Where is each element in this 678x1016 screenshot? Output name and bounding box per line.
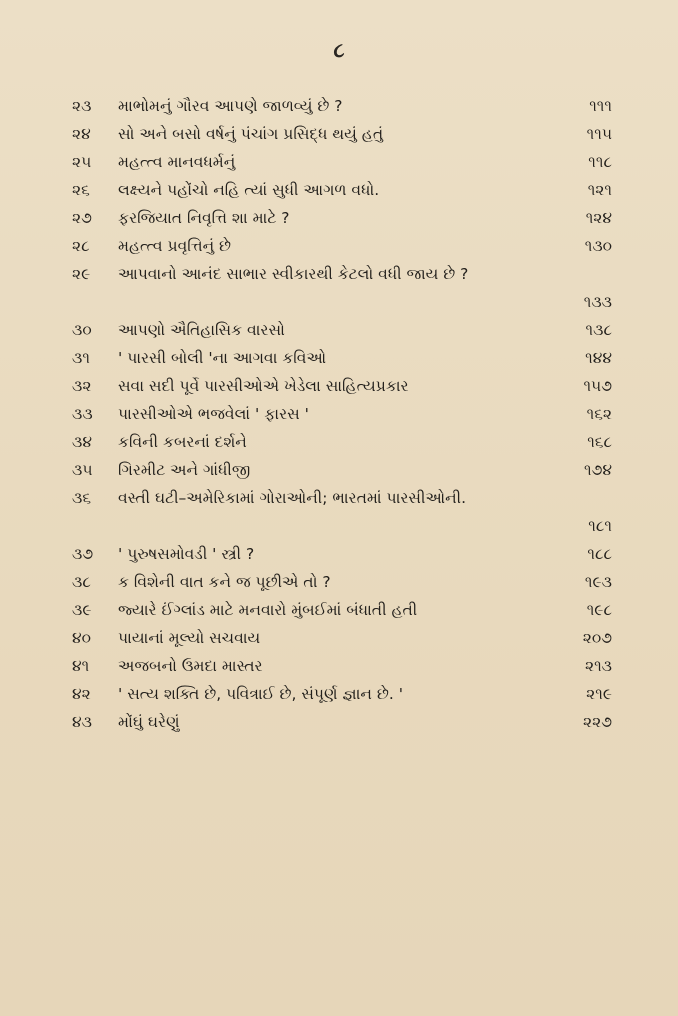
entry-title: આપવાનો આનંદ સાભાર સ્વીકારથી કેટલો વધી જાય છે ? [118, 265, 469, 283]
toc-entry [72, 344, 612, 372]
entry-title: માભોમનું ગૌરવ આપણે જાળવ્યું છે ? [118, 97, 343, 115]
entry-page: ૧૨૧ [587, 181, 612, 199]
entry-page: ૧૩૦ [584, 237, 612, 255]
entry-title: ' સત્ય શક્તિ છે, પવિત્રાઈ છે, સંપૂર્ણ જ્ઞાન છે. ' [118, 685, 403, 703]
entry-page: ૧૧૧ [589, 97, 612, 115]
entry-page: ૧૯૩ [584, 573, 612, 591]
entry-title: સવા સદી પૂર્વે પારસીઓએ ખેડેલા સાહિત્યપ્રકાર [118, 377, 409, 395]
entry-number: ૪૨ [72, 685, 91, 703]
entry-title: ફરજિયાત નિવૃત્તિ શા માટે ? [118, 209, 290, 227]
entry-number: ૩૫ [72, 461, 93, 479]
entry-number: ૩૬ [72, 489, 92, 507]
entry-page: ૧૬૮ [587, 433, 612, 451]
entry-page: ૧૩૮ [585, 321, 612, 339]
toc-entry [72, 260, 612, 316]
entry-page: ૧૧૫ [586, 125, 612, 143]
entry-page: ૨૧૩ [584, 657, 612, 675]
entry-page: ૧૮૧ [588, 517, 612, 535]
entry-title: મોંઘું ઘરેણું [118, 713, 180, 731]
entry-page: ૨૨૭ [583, 713, 612, 731]
entry-title: સો અને બસો વર્ષનું પંચાંગ પ્રસિદ્ધ થયું હતું [118, 125, 384, 143]
entry-title: વસ્તી ઘટી–અમેરિકામાં ગોરાઓની; ભારતમાં પારસીઓની. [118, 489, 466, 507]
toc-entry [72, 204, 612, 232]
entry-page: ૧૮૮ [587, 545, 612, 563]
toc-entry [72, 624, 612, 652]
entry-title: અજબનો ઉમદા માસ્તર [118, 657, 263, 675]
entry-number: ૩૦ [72, 321, 92, 339]
toc-entry [72, 456, 612, 484]
entry-page: ૨૦૭ [582, 629, 612, 647]
toc-entry [72, 596, 612, 624]
entry-title: આપણો ઐતિહાસિક વારસો [118, 321, 285, 339]
entry-page: ૧૬૨ [586, 405, 612, 423]
entry-number: ૩૨ [72, 377, 92, 395]
entry-number: ૩૪ [72, 433, 92, 451]
toc-entry [72, 540, 612, 568]
entry-page: ૨૧૯ [586, 685, 612, 703]
entry-number: ૨૬ [72, 181, 90, 199]
entry-title: ગિરમીટ અને ગાંધીજી [118, 461, 251, 479]
toc-entry [72, 372, 612, 400]
toc-entry [72, 232, 612, 260]
toc-entry [72, 708, 612, 736]
entry-number: ૨૩ [72, 97, 92, 115]
entry-title: પારસીઓએ ભજવેલાં ' ફારસ ' [118, 405, 309, 423]
entry-page: ૧૭૪ [584, 461, 612, 479]
entry-number: ૪૧ [72, 657, 90, 675]
entry-number: ૩૩ [72, 405, 93, 423]
entry-number: ૪૦ [72, 629, 91, 647]
entry-number: ૨૫ [72, 153, 92, 171]
entry-title: ક વિશેની વાત કને જ પૂછીએ તો ? [118, 573, 331, 591]
entry-number: ૨૯ [72, 265, 91, 283]
entry-number: ૪૩ [72, 713, 92, 731]
toc-entry [72, 148, 612, 176]
entry-title: મહત્ત્વ પ્રવૃત્તિનું છે [118, 237, 232, 255]
entry-title: ' પુરુષસમોવડી ' સ્ત્રી ? [118, 545, 255, 563]
toc-entry [72, 484, 612, 540]
entry-title: ' પારસી બોલી 'ના આગવા કવિઓ [118, 349, 327, 367]
entry-page: ૧૨૪ [585, 209, 612, 227]
toc-entry [72, 652, 612, 680]
entry-title: કવિની કબરનાં દર્શને [118, 433, 247, 451]
toc-entry [72, 316, 612, 344]
entry-number: ૨૭ [72, 209, 92, 227]
page-number: ૮ [333, 38, 345, 62]
entry-title: મહત્ત્વ માનવધર્મનું [118, 153, 236, 171]
entry-page: ૧૯૮ [586, 601, 612, 619]
toc-entry [72, 428, 612, 456]
table-of-contents [72, 92, 612, 736]
toc-entry [72, 176, 612, 204]
entry-title: લક્ષ્યને પહોંચો નહિ ત્યાં સુધી આગળ વધો. [118, 181, 380, 199]
entry-page: ૧૪૪ [585, 349, 612, 367]
entry-number: ૨૪ [72, 125, 91, 143]
toc-entry [72, 568, 612, 596]
entry-page: ૧૫૭ [583, 377, 612, 395]
entry-number: ૨૮ [72, 237, 90, 255]
toc-entry [72, 400, 612, 428]
entry-number: ૩૯ [72, 601, 92, 619]
toc-entry [72, 680, 612, 708]
entry-page: ૧૩૩ [583, 293, 612, 311]
entry-number: ૩૭ [72, 545, 94, 563]
entry-title: જ્યારે ઈંગ્લાંડ માટે મનવારો મુંબઈમાં બંધાતી હતી [118, 601, 418, 619]
entry-title: પાયાનાં મૂલ્યો સચવાય [118, 629, 261, 647]
toc-entry [72, 120, 612, 148]
entry-number: ૩૧ [72, 349, 90, 367]
toc-entry [72, 92, 612, 120]
entry-page: ૧૧૮ [588, 153, 612, 171]
entry-number: ૩૮ [72, 573, 91, 591]
